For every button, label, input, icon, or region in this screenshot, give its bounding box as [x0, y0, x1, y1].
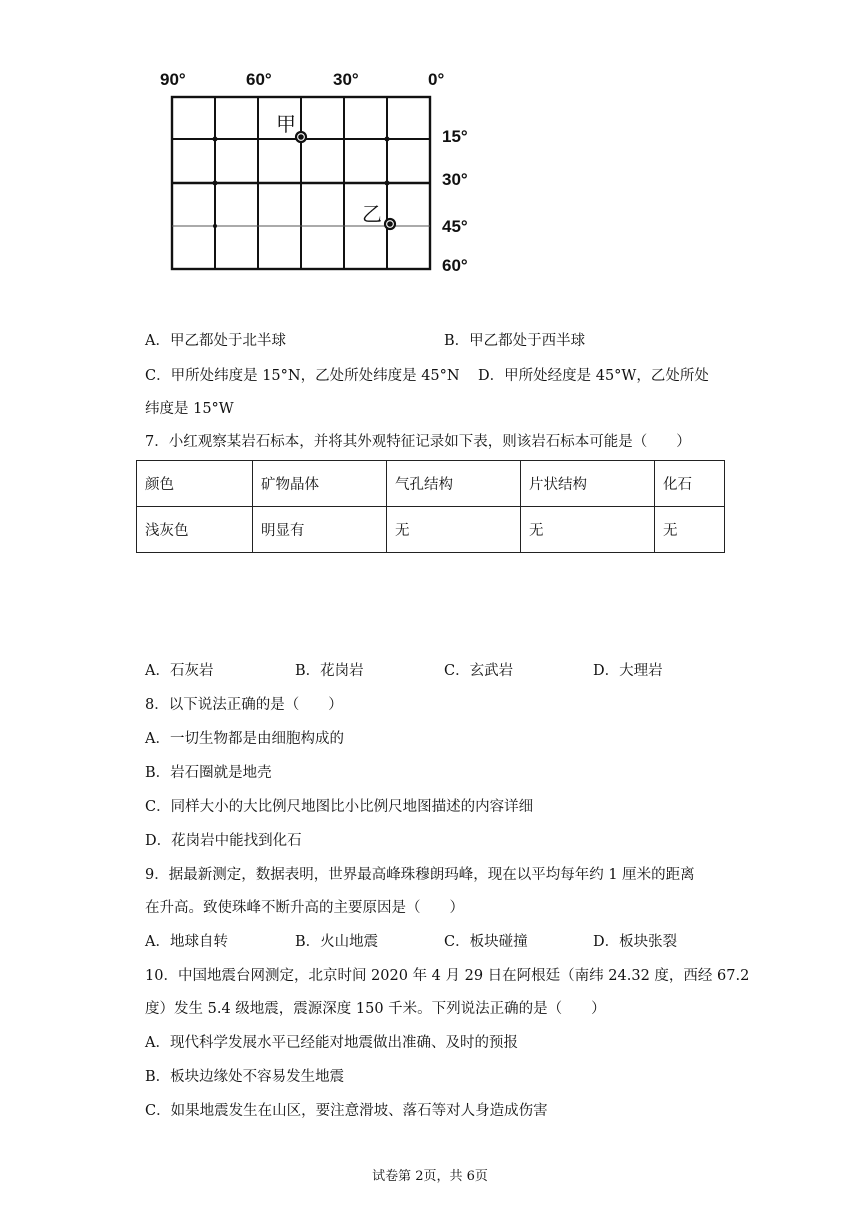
table-cell: 无 — [387, 507, 521, 553]
q7-option-b: B．花岗岩 — [295, 663, 364, 679]
table-header-cell: 矿物晶体 — [253, 461, 387, 507]
q8-stem: 8．以下说法正确的是（ ） — [145, 697, 343, 713]
q7-option-c: C．玄武岩 — [444, 663, 514, 679]
q10-option-a: A．现代科学发展水平已经能对地震做出准确、及时的预报 — [145, 1035, 518, 1051]
table-cell: 浅灰色 — [137, 507, 253, 553]
q9-option-c: C．板块碰撞 — [444, 934, 528, 950]
point-jia-label: 甲 — [276, 112, 296, 136]
q9-option-b: B．火山地震 — [295, 934, 379, 950]
q9-option-a: A．地球自转 — [145, 934, 228, 950]
table-cell: 明显有 — [253, 507, 387, 553]
q8-option-b: B．岩石圈就是地壳 — [145, 765, 272, 781]
table-cell: 无 — [521, 507, 655, 553]
lon-label-90: 90° — [160, 70, 186, 89]
grid-lines — [150, 62, 490, 282]
q6-option-c: C．甲所处纬度是 15°N，乙处所处纬度是 45°N — [145, 368, 460, 384]
q9-stem-line1: 9．据最新测定，数据表明，世界最高峰珠穆朗玛峰，现在以平均每年约 1 厘米的距离 — [145, 867, 695, 883]
q6-option-d-part1: D．甲所处经度是 45°W，乙处所处 — [478, 368, 709, 384]
q8-option-d: D．花岗岩中能找到化石 — [145, 833, 302, 849]
lat-label-60: 60° — [442, 256, 468, 275]
q9-stem-line2: 在升高。致使珠峰不断升高的主要原因是（ ） — [145, 900, 464, 916]
table-header-cell: 片状结构 — [521, 461, 655, 507]
q6-option-d-part2: 纬度是 15°W — [145, 401, 234, 417]
q10-stem-line1: 10．中国地震台网测定，北京时间 2020 年 4 月 29 日在阿根廷（南纬 24.32 度，西经 67.2 — [145, 968, 750, 984]
page-footer: 试卷第 2页，共 6页 — [372, 1169, 488, 1184]
table-header-cell: 化石 — [655, 461, 725, 507]
q8-option-a: A．一切生物都是由细胞构成的 — [145, 731, 344, 747]
lon-label-60: 60° — [246, 70, 272, 89]
lat-lon-grid-figure — [150, 62, 490, 282]
lat-label-15: 15° — [442, 127, 468, 146]
lon-label-0: 0° — [428, 70, 445, 89]
lat-label-45: 45° — [442, 217, 468, 236]
q6-option-a: A．甲乙都处于北半球 — [145, 333, 286, 349]
q7-option-d: D．大理岩 — [593, 663, 663, 679]
q8-option-c: C．同样大小的大比例尺地图比小比例尺地图描述的内容详细 — [145, 799, 534, 815]
q10-stem-line2: 度）发生 5.4 级地震，震源深度 150 千米。下列说法正确的是（ ） — [145, 1001, 606, 1017]
lon-label-30: 30° — [333, 70, 359, 89]
point-yi-label: 乙 — [362, 202, 382, 226]
q10-option-c: C．如果地震发生在山区，要注意滑坡、落石等对人身造成伤害 — [145, 1103, 548, 1119]
table-header-cell: 颜色 — [137, 461, 253, 507]
q10-option-b: B．板块边缘处不容易发生地震 — [145, 1069, 345, 1085]
table-row — [137, 507, 725, 553]
q7-option-a: A．石灰岩 — [145, 663, 214, 679]
q6-option-b: B．甲乙都处于西半球 — [444, 333, 586, 349]
q9-option-d: D．板块张裂 — [593, 934, 678, 950]
rock-features-table — [136, 460, 725, 553]
table-cell: 无 — [655, 507, 725, 553]
table-header-row — [137, 461, 725, 507]
table-header-cell: 气孔结构 — [387, 461, 521, 507]
lat-label-30: 30° — [442, 170, 468, 189]
q7-stem: 7．小红观察某岩石标本，并将其外观特征记录如下表，则该岩石标本可能是（ ） — [145, 434, 691, 450]
